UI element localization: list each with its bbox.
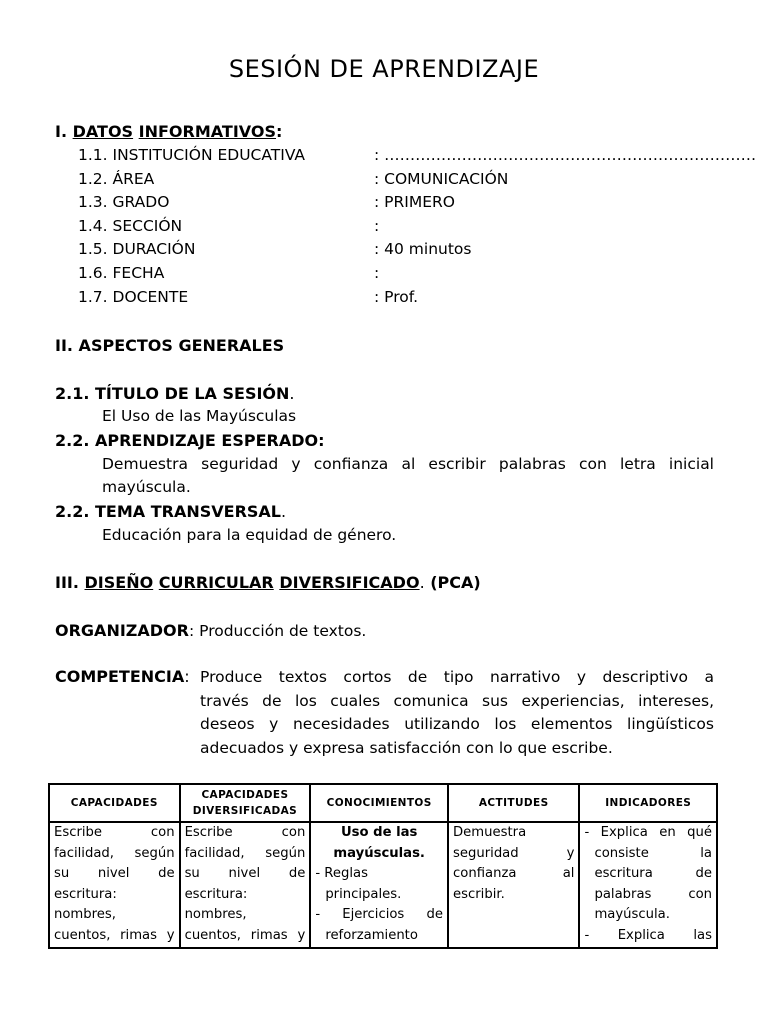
info-label-institucion: 1.1. INSTITUCIÓN EDUCATIVA [78,146,306,164]
conocimientos-title: Uso de las [340,825,418,840]
subsection-2-3-number: 2.2. [55,502,90,521]
info-label-seccion: 1.4. SECCIÓN [78,217,183,235]
subsection-2-2-text-line-1: Demuestra seguridad y confianza al escribir palabras con letra inicial [102,455,714,473]
info-value-institucion: : ……………………………………………………………… [374,146,757,164]
organizador-row [55,621,366,640]
competencia-line: deseos y necesidades utilizando los elementos lingüísticos [200,715,714,733]
section-1-colon: : [276,122,283,141]
info-value-duracion: : 40 minutos [374,240,472,258]
section-3-tail: (PCA) [430,573,481,592]
info-value-docente: : Prof. [374,288,418,306]
cell-indicadores [579,822,717,948]
cell-line: seguridad y [453,845,575,861]
cell-line: facilidad, según [54,845,175,861]
subsection-2-1-number: 2.1. [55,384,90,403]
header-indicadores: INDICADORES [579,784,717,822]
page-title: SESIÓN DE APRENDIZAJE [228,55,540,83]
conocimientos-item: - Ejercicios de [315,907,444,923]
conocimientos-item: reforzamiento [325,927,418,943]
subsection-2-3-text: Educación para la equidad de género. [102,526,397,544]
section-3-word-curricular: CURRICULAR [158,573,274,592]
indicador-line: consiste la [594,845,712,861]
cell-line: su nivel de [54,866,175,882]
subsection-2-2-text-line-2: mayúscula. [102,478,191,496]
cell-line: Escribe con [184,825,306,840]
section-1-heading: I. DATOS INFORMATIVOS: [55,122,283,141]
header-conocimientos: CONOCIMIENTOS [310,784,448,822]
competencia-label [55,667,190,686]
cell-capacidades-diversificadas [180,822,311,948]
subsection-2-3-title: TEMA TRANSVERSAL [95,502,281,521]
cell-line: escritura: [184,886,248,902]
section-3-heading: III. DISEÑO CURRICULAR DIVERSIFICADO. (PCA) [55,573,481,592]
competencia-text [200,666,714,760]
subsection-2-3-heading [55,502,286,521]
competencia-line: través de los cuales comunica sus experiencias, intereses, [200,691,714,710]
info-label-area: 1.2. ÁREA [78,170,155,188]
cell-line: su nivel de [184,866,306,882]
cell-line: nombres, [184,907,247,923]
info-value-seccion: : [374,217,380,235]
info-value-area: : COMUNICACIÓN [374,170,509,188]
section-1-word-informativos: INFORMATIVOS [138,122,277,141]
subsection-2-1-title: TÍTULO DE LA SESIÓN [95,384,290,403]
subsection-2-2-title: APRENDIZAJE ESPERADO: [95,431,325,450]
section-3-number: III [55,573,73,592]
cell-line: cuentos, rimas y [184,927,306,943]
cell-line: escritura: [54,886,117,902]
cell-capacidades [49,822,180,948]
subsection-2-3-dot: . [280,502,287,521]
header-capacidades: CAPACIDADES [49,784,180,822]
header-capacidades-diversificadas: CAPACIDADES DIVERSIFICADAS [180,784,311,822]
cell-line: Escribe con [54,825,175,840]
capacidades-table [48,783,718,949]
info-value-grado: : PRIMERO [374,193,455,211]
section-2-heading: II. ASPECTOS GENERALES [55,336,285,355]
competencia-colon: : [184,667,190,686]
subsection-2-1-dot: . [289,384,295,403]
organizador-text: : Producción de textos. [188,622,367,640]
info-value-fecha: : [374,264,380,282]
cell-line: nombres, [54,907,116,923]
conocimientos-item: principales. [325,886,402,902]
section-1-number: I [55,122,61,141]
subsection-2-1-text: El Uso de las Mayúsculas [102,407,297,425]
section-3-word-diversificado: DIVERSIFICADO [279,573,420,592]
cell-line: facilidad, según [184,845,306,861]
indicador-line: palabras con [594,886,712,902]
cell-line: escribir. [453,886,505,902]
cell-line: cuentos, rimas y [54,927,175,943]
subsection-2-2-number: 2.2. [55,431,90,450]
section-3-word-diseno: DISEÑO [84,573,154,592]
info-label-duracion: 1.5. DURACIÓN [78,240,196,258]
info-label-docente: 1.7. DOCENTE [78,288,189,306]
conocimientos-item: - Reglas [315,866,368,882]
competencia-line: adecuados y expresa satisfacción con lo que escribe. [200,738,613,757]
cell-actitudes [448,822,579,948]
indicador-line: - Explica en qué [584,825,712,840]
section-1-word-datos: DATOS [72,122,134,141]
competencia-label-text: COMPETENCIA [55,667,185,686]
indicador-line: - Explica las [584,927,712,943]
info-label-grado: 1.3. GRADO [78,193,170,211]
organizador-label: ORGANIZADOR [55,621,189,640]
header-actitudes: ACTITUDES [448,784,579,822]
table-header-row [49,784,717,822]
cell-line: Demuestra [453,825,527,840]
cell-conocimientos [310,822,448,948]
cell-line: confianza al [453,866,575,882]
subsection-2-1-heading [55,384,295,403]
competencia-line: Produce textos cortos de tipo narrativo y descriptivo a [200,668,714,686]
subsection-2-2-heading [55,431,325,450]
info-label-fecha: 1.6. FECHA [78,264,165,282]
conocimientos-title: mayúsculas. [333,845,425,861]
indicador-line: escritura de [594,866,712,882]
indicador-line: mayúscula. [594,907,670,923]
table-row [49,822,717,948]
